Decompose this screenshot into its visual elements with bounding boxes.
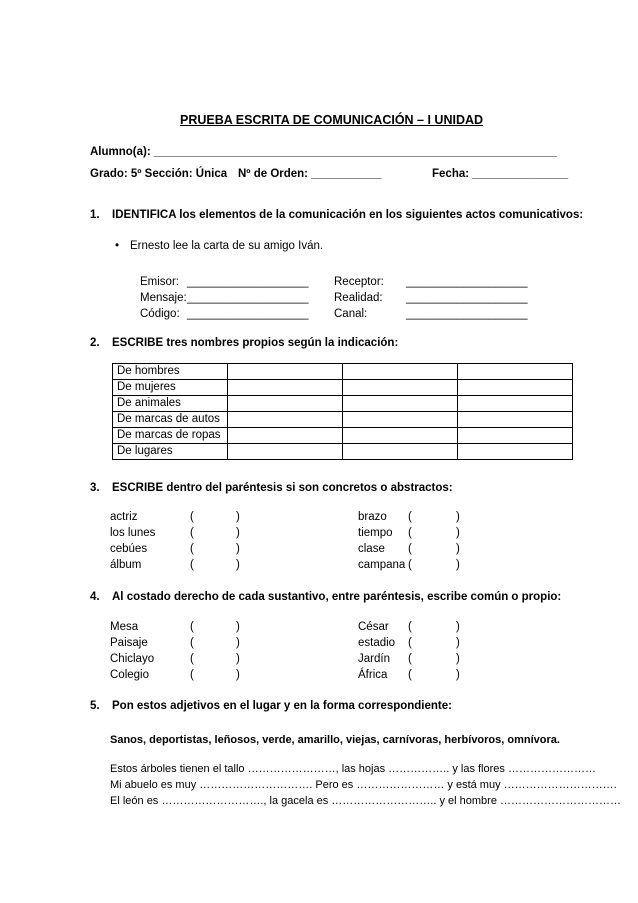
table-row: [113, 380, 573, 396]
q1-label-codigo: Código:: [140, 308, 180, 320]
paren-open: (: [190, 669, 194, 681]
paren-open: (: [408, 511, 412, 523]
q4-word: África: [358, 669, 388, 681]
order-number-field[interactable]: Nº de Orden: ___________: [238, 168, 382, 180]
paren-open: (: [190, 559, 194, 571]
paren-open: (: [408, 637, 412, 649]
paren-open: (: [190, 637, 194, 649]
q4-word: Jardín: [358, 653, 390, 665]
paren-close: ): [456, 543, 460, 555]
paren-open: (: [408, 669, 412, 681]
answer-cell[interactable]: [228, 412, 343, 428]
q1-blank-emisor[interactable]: ___________________: [187, 276, 309, 288]
q5-instruction: Pon estos adjetivos en el lugar y en la forma correspondiente:: [112, 700, 452, 712]
paren-close: ): [236, 527, 240, 539]
answer-cell[interactable]: [458, 364, 573, 380]
answer-cell[interactable]: [228, 396, 343, 412]
paren-close: ): [236, 637, 240, 649]
paren-open: (: [408, 621, 412, 633]
paren-close: ): [456, 527, 460, 539]
q4-word: César: [358, 621, 389, 633]
paren-open: (: [190, 511, 194, 523]
paren-open: (: [190, 527, 194, 539]
q1-number: 1.: [90, 209, 100, 221]
table-row: [113, 444, 573, 460]
q5-sentence[interactable]: Estos árboles tienen el tallo ……………………, las hojas …………….. y las flores ……………………: [110, 763, 596, 775]
q3-word: actriz: [110, 511, 138, 523]
q4-word: Colegio: [110, 669, 149, 681]
paren-open: (: [408, 559, 412, 571]
q1-instruction: IDENTIFICA los elementos de la comunicación en los siguientes actos comunicativos:: [112, 209, 584, 221]
paren-close: ): [456, 669, 460, 681]
answer-cell[interactable]: [458, 444, 573, 460]
paren-close: ): [456, 621, 460, 633]
paren-close: ): [236, 543, 240, 555]
q2-instruction: ESCRIBE tres nombres propios según la indicación:: [112, 337, 399, 349]
answer-cell[interactable]: [343, 380, 458, 396]
q3-word: clase: [358, 543, 385, 555]
table-row-label: De animales: [113, 396, 228, 412]
table-row: [113, 412, 573, 428]
answer-cell[interactable]: [343, 364, 458, 380]
proper-names-table: [112, 363, 573, 460]
paren-open: (: [190, 621, 194, 633]
paren-close: ): [456, 653, 460, 665]
q1-bullet-text: Ernesto lee la carta de su amigo Iván.: [130, 240, 324, 252]
q4-word: Mesa: [110, 621, 139, 633]
q3-instruction: ESCRIBE dentro del paréntesis si son concretos o abstractos:: [112, 482, 453, 494]
date-field[interactable]: Fecha: _______________: [432, 168, 569, 180]
paren-close: ): [236, 559, 240, 571]
answer-cell[interactable]: [228, 428, 343, 444]
q4-instruction: Al costado derecho de cada sustantivo, entre paréntesis, escribe común o propio:: [112, 591, 562, 603]
answer-cell[interactable]: [343, 412, 458, 428]
q3-word: cebúes: [110, 543, 148, 555]
paren-close: ): [456, 511, 460, 523]
q1-blank-mensaje[interactable]: ___________________: [187, 292, 309, 304]
paren-close: ): [456, 637, 460, 649]
paren-open: (: [190, 653, 194, 665]
q1-blank-realidad[interactable]: ___________________: [406, 292, 528, 304]
q4-word: Paisaje: [110, 637, 148, 649]
table-row-label: De mujeres: [113, 380, 228, 396]
q3-number: 3.: [90, 482, 100, 494]
table-row: [113, 364, 573, 380]
paren-close: ): [456, 559, 460, 571]
q4-word: Chiclayo: [110, 653, 155, 665]
bullet-icon: •: [115, 240, 120, 252]
q3-word: los lunes: [110, 527, 156, 539]
grade-section: Grado: 5º Sección: Única: [90, 168, 228, 180]
q1-blank-receptor[interactable]: ___________________: [406, 276, 528, 288]
q1-label-canal: Canal:: [334, 308, 368, 320]
paren-open: (: [190, 543, 194, 555]
table-row-label: De hombres: [113, 364, 228, 380]
paren-close: ): [236, 621, 240, 633]
student-name-field[interactable]: Alumno(a): _______________________________________________________________: [90, 146, 557, 158]
answer-cell[interactable]: [228, 380, 343, 396]
q5-sentence[interactable]: Mi abuelo es muy …………………………. Pero es …………………… y está muy ………………………….: [110, 779, 617, 791]
q3-word: tiempo: [358, 527, 393, 539]
q1-label-realidad: Realidad:: [334, 292, 383, 304]
q1-blank-codigo[interactable]: ___________________: [187, 308, 309, 320]
table-row-label: De marcas de autos: [113, 412, 228, 428]
q1-label-receptor: Receptor:: [334, 276, 384, 288]
paren-open: (: [408, 653, 412, 665]
q5-sentence[interactable]: El león es ………………………., la gacela es ……………………….. y el hombre ……………………………: [110, 795, 621, 807]
table-row-label: De lugares: [113, 444, 228, 460]
answer-cell[interactable]: [343, 428, 458, 444]
answer-cell[interactable]: [343, 396, 458, 412]
q1-label-emisor: Emisor:: [140, 276, 179, 288]
answer-cell[interactable]: [458, 380, 573, 396]
answer-cell[interactable]: [458, 428, 573, 444]
q5-adjective-list: Sanos, deportistas, leñosos, verde, amarillo, viejas, carnívoras, herbívoros, omnívora.: [110, 734, 560, 746]
paren-open: (: [408, 543, 412, 555]
table-row-label: De marcas de ropas: [113, 428, 228, 444]
q2-number: 2.: [90, 337, 100, 349]
paren-close: ): [236, 669, 240, 681]
answer-cell[interactable]: [228, 444, 343, 460]
paren-close: ): [236, 653, 240, 665]
page-title: PRUEBA ESCRITA DE COMUNICACIÓN – I UNIDAD: [180, 113, 484, 127]
q5-number: 5.: [90, 700, 100, 712]
q3-word: álbum: [110, 559, 142, 571]
answer-cell[interactable]: [343, 444, 458, 460]
answer-cell[interactable]: [458, 412, 573, 428]
table-row: [113, 428, 573, 444]
q1-label-mensaje: Mensaje:: [140, 292, 187, 304]
table-row: [113, 396, 573, 412]
q1-blank-canal[interactable]: ___________________: [406, 308, 528, 320]
paren-close: ): [236, 511, 240, 523]
q4-number: 4.: [90, 591, 100, 603]
answer-cell[interactable]: [228, 364, 343, 380]
q4-word: estadio: [358, 637, 396, 649]
answer-cell[interactable]: [458, 396, 573, 412]
q3-word: brazo: [358, 511, 387, 523]
paren-open: (: [408, 527, 412, 539]
q3-word: campana: [358, 559, 406, 571]
